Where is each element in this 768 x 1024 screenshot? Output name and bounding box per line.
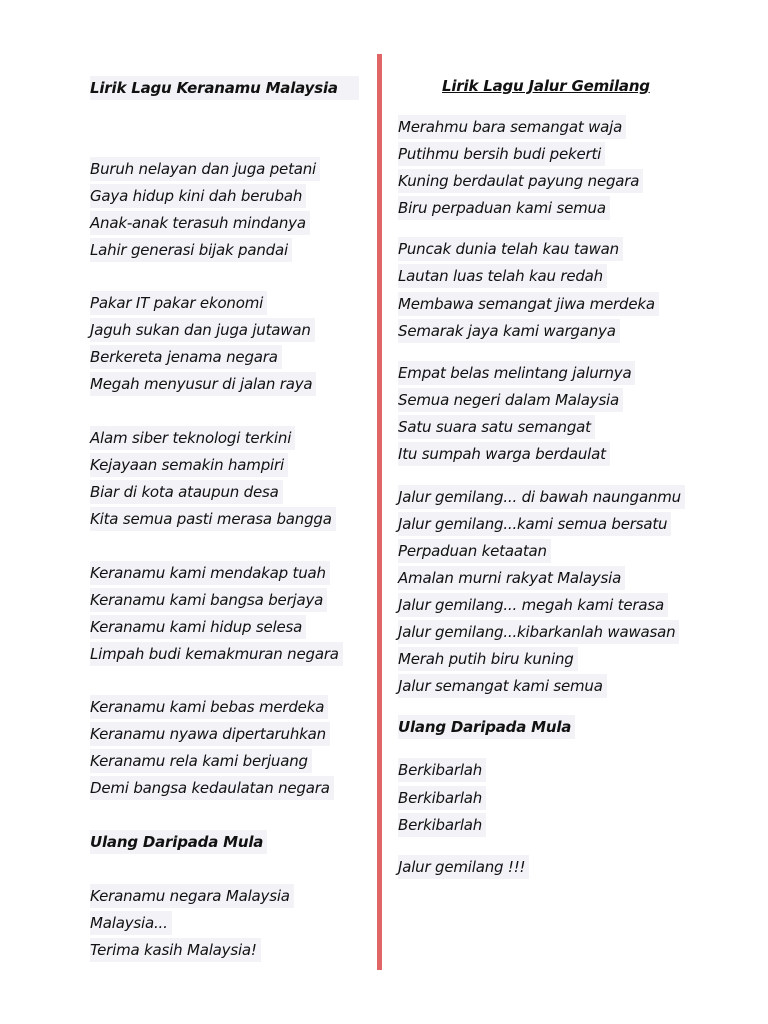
lyric-line: Amalan murni rakyat Malaysia	[398, 566, 625, 590]
lyric-line: Jalur gemilang...kami semua bersatu	[398, 512, 671, 536]
lyric-line: Alam siber teknologi terkini	[90, 426, 295, 450]
lyric-line: Lahir generasi bijak pandai	[90, 238, 292, 262]
lyric-line: Kita semua pasti merasa bangga	[90, 507, 336, 531]
lyric-line: Jalur semangat kami semua	[398, 674, 607, 698]
lyric-line: Keranamu rela kami berjuang	[90, 749, 312, 773]
lyric-line: Jaguh sukan dan juga jutawan	[90, 318, 315, 342]
lyric-line: Satu suara satu semangat	[398, 415, 595, 439]
lyric-line: Kejayaan semakin hampiri	[90, 453, 288, 477]
lyric-line: Berkibarlah	[398, 813, 486, 837]
lyric-line: Biru perpaduan kami semua	[398, 196, 610, 220]
lyric-line: Lautan luas telah kau redah	[398, 264, 607, 288]
lyric-line: Megah menyusur di jalan raya	[90, 372, 316, 396]
right-title: Lirik Lagu Jalur Gemilang	[442, 77, 650, 95]
lyric-line: Limpah budi kemakmuran negara	[90, 642, 343, 666]
lyric-line: Keranamu nyawa dipertaruhkan	[90, 722, 330, 746]
lyric-line: Putihmu bersih budi pekerti	[398, 142, 605, 166]
lyric-line: Berkibarlah	[398, 786, 486, 810]
lyric-line: Terima kasih Malaysia!	[90, 938, 261, 962]
lyric-line: Anak-anak terasuh mindanya	[90, 211, 310, 235]
lyric-line: Empat belas melintang jalurnya	[398, 361, 635, 385]
lyric-line: Merahmu bara semangat waja	[398, 115, 626, 139]
lyric-line: Demi bangsa kedaulatan negara	[90, 776, 334, 800]
lyric-line: Semarak jaya kami warganya	[398, 319, 620, 343]
lyric-line: Jalur gemilang...kibarkanlah wawasan	[398, 620, 679, 644]
lyric-line: Biar di kota ataupun desa	[90, 480, 283, 504]
lyric-line: Jalur gemilang... megah kami terasa	[398, 593, 668, 617]
lyric-line: Keranamu kami hidup selesa	[90, 615, 306, 639]
lyric-line: Keranamu negara Malaysia	[90, 884, 294, 908]
lyric-line: Jalur gemilang... di bawah naunganmu	[398, 485, 685, 509]
lyric-line: Jalur gemilang !!!	[398, 855, 529, 879]
lyric-line: Puncak dunia telah kau tawan	[398, 237, 623, 261]
lyric-line: Keranamu kami bangsa berjaya	[90, 588, 327, 612]
repeat-instruction: Ulang Daripada Mula	[398, 715, 575, 739]
column-divider	[377, 54, 382, 970]
lyric-line: Gaya hidup kini dah berubah	[90, 184, 306, 208]
lyric-line: Berkereta jenama negara	[90, 345, 282, 369]
lyric-line: Buruh nelayan dan juga petani	[90, 157, 320, 181]
lyric-line: Membawa semangat jiwa merdeka	[398, 292, 659, 316]
lyric-line: Keranamu kami mendakap tuah	[90, 561, 330, 585]
lyric-line: Kuning berdaulat payung negara	[398, 169, 643, 193]
lyric-line: Berkibarlah	[398, 758, 486, 782]
lyric-line: Merah putih biru kuning	[398, 647, 578, 671]
lyric-line: Perpaduan ketaatan	[398, 539, 551, 563]
lyric-line: Keranamu kami bebas merdeka	[90, 695, 328, 719]
repeat-instruction: Ulang Daripada Mula	[90, 830, 267, 854]
lyric-line: Pakar IT pakar ekonomi	[90, 291, 267, 315]
left-title: Lirik Lagu Keranamu Malaysia	[90, 76, 359, 100]
lyric-line: Itu sumpah warga berdaulat	[398, 442, 610, 466]
lyric-line: Semua negeri dalam Malaysia	[398, 388, 623, 412]
lyric-line: Malaysia...	[90, 911, 172, 935]
